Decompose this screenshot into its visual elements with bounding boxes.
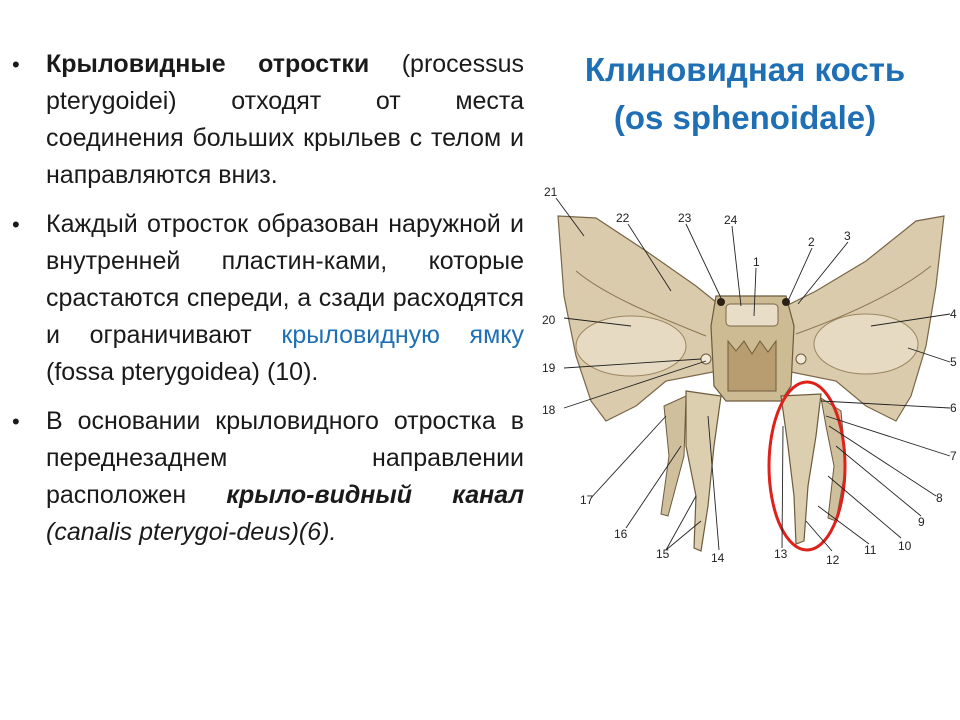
sphenoid-bone-svg — [536, 176, 960, 576]
label-11: 11 — [864, 543, 877, 557]
label-10: 10 — [898, 539, 912, 553]
sphenoid-bone-illustration — [536, 176, 960, 576]
term-bold-italic: крыло-видный канал — [226, 481, 524, 509]
label-15: 15 — [656, 547, 670, 561]
label-13: 13 — [774, 547, 788, 561]
bullet-text: (fossa pterygoidea) (10). — [46, 358, 319, 386]
label-22: 22 — [616, 211, 630, 225]
label-17: 17 — [580, 493, 594, 507]
label-23: 23 — [678, 211, 692, 225]
label-16: 16 — [614, 527, 628, 541]
label-2: 2 — [808, 235, 815, 249]
bullet-text: В основании крыловидного отростка в переднезаднем направлении расположен — [46, 407, 524, 509]
label-5: 5 — [950, 355, 957, 369]
label-21: 21 — [544, 185, 558, 199]
bullet-item — [12, 46, 524, 194]
bone-drawing — [558, 216, 944, 551]
title-line-2: (os sphenoidale) — [613, 99, 877, 136]
title-line-1: Клиновидная кость — [584, 51, 906, 88]
bullet-icon: • — [12, 409, 20, 434]
label-19: 19 — [542, 361, 556, 375]
term-bold: Крыловидные отростки — [46, 50, 370, 78]
label-18: 18 — [542, 403, 556, 417]
label-24: 24 — [724, 213, 738, 227]
bullet-item — [12, 206, 524, 391]
label-8: 8 — [936, 491, 943, 505]
bullet-list — [12, 46, 524, 563]
label-7: 7 — [950, 449, 957, 463]
bullet-text: (processus pterygoidei) отходят от места соединения больших крыльев с телом и направляются вниз. — [46, 50, 524, 189]
bullet-item — [12, 403, 524, 551]
label-14: 14 — [711, 551, 725, 565]
label-4: 4 — [950, 307, 957, 321]
bullet-text: Каждый отросток образован наружной и внутренней пластин-ками, которые срастаются спереди, а сзади расходятся и ограничивают — [46, 210, 524, 349]
term-highlight: крыловидную ямку — [281, 321, 524, 349]
label-9: 9 — [918, 515, 925, 529]
label-1: 1 — [753, 255, 760, 269]
label-20: 20 — [542, 313, 556, 327]
bullet-icon: • — [12, 52, 20, 77]
slide-title — [540, 46, 950, 142]
bullet-icon: • — [12, 212, 20, 237]
label-6: 6 — [950, 401, 957, 415]
label-3: 3 — [844, 229, 851, 243]
label-12: 12 — [826, 553, 840, 567]
bullet-text-italic: (canalis pterygoi-deus)(6). — [46, 518, 337, 546]
